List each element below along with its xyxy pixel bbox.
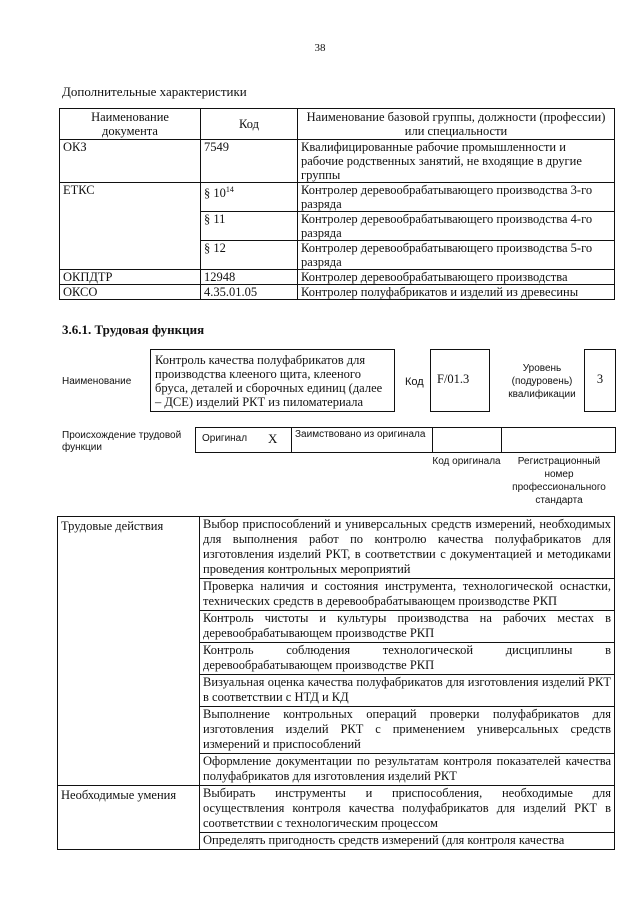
item-cell: Проверка наличия и состояния инструмента, технологической оснастки, технических средств в деревообрабатывающем производстве РКП (200, 579, 615, 611)
row-name: Квалифицированные рабочие промышленности и рабочие родственных занятий, не входящие в другие группы (298, 140, 615, 183)
header-code: Код (201, 109, 298, 140)
row-code (201, 183, 298, 212)
function-details-rows (58, 517, 615, 850)
origin-code-cell (433, 428, 502, 452)
row-name: Контролер деревообрабатывающего производства 5-го разряда (298, 241, 615, 270)
origin-original-label: Оригинал (202, 433, 248, 444)
category-cell: Необходимые умения (58, 786, 200, 850)
origin-row (195, 427, 616, 453)
row-code-text: 12948 (204, 270, 236, 284)
table-row (58, 517, 615, 579)
table-header-row (60, 109, 615, 140)
section-title: 3.6.1. Трудовая функция (62, 322, 205, 337)
row-name: Контролер деревообрабатывающего производства 4-го разряда (298, 212, 615, 241)
table-row (58, 786, 615, 833)
additional-title: Дополнительные характеристики (62, 84, 247, 99)
characteristics-table (59, 108, 615, 300)
item-cell: Контроль соблюдения технологической дисциплины в деревообрабатывающем производстве РКП (200, 643, 615, 675)
row-code (201, 285, 298, 300)
row-code-text: § 11 (204, 212, 226, 226)
row-code (201, 241, 298, 270)
page-number: 38 (314, 42, 326, 54)
item-cell: Выполнение контрольных операций проверки полуфабрикатов для изготовления изделий РКТ с применением универсальных средств измерений и приспособлений (200, 707, 615, 754)
item-cell: Контроль чистоты и культуры производства на рабочих местах в деревообрабатывающем производстве РКП (200, 611, 615, 643)
table-row (60, 140, 615, 183)
row-code-text: 4.35.01.05 (204, 285, 258, 299)
origin-original-mark: X (268, 431, 278, 446)
table-row (60, 285, 615, 300)
row-document: ОКЗ (60, 140, 201, 183)
function-level-label: Уровень (подуровень) квалификации (508, 363, 576, 400)
item-cell: Выбирать инструменты и приспособления, необходимые для осуществления контроля качества полуфабрикатов для изделий РКТ в соответствии с технологическим процессом (200, 786, 615, 833)
table-row (60, 270, 615, 285)
origin-reg-caption: Регистрационный номер профессионального стандарта (512, 456, 606, 506)
row-code-text: § 12 (204, 241, 226, 255)
item-cell: Оформление документации по результатам контроля показателей качества полуфабрикатов для изготовления изделий РКТ (200, 754, 615, 786)
row-document: ОКСО (60, 285, 201, 300)
item-cell: Выбор приспособлений и универсальных средств измерений, необходимых для выполнения работ по контролю качества полуфабрикатов для изготовления изделий РКТ, в соответствии с документацией и методиками проведения контрольных мероприятий (200, 517, 615, 579)
table-row (60, 183, 615, 212)
row-name: Контролер деревообрабатывающего производства (298, 270, 615, 285)
origin-code-caption: Код оригинала (432, 456, 501, 467)
function-name-box: Контроль качества полуфабрикатов для производства клееного щита, клееного бруса, деталей и сборочных единиц (далее – ДСЕ) изделий РКТ из пиломатериала (150, 349, 395, 412)
function-details-table (57, 516, 615, 850)
header-name: Наименование базовой группы, должности (профессии) или специальности (298, 109, 615, 140)
origin-reg-cell (502, 428, 615, 452)
function-level-box: 3 (584, 349, 616, 412)
row-code (201, 212, 298, 241)
function-code-label: Код (405, 376, 424, 388)
row-code-footnote: 14 (225, 185, 234, 194)
row-document: ОКПДТР (60, 270, 201, 285)
row-code-text: 7549 (204, 140, 229, 154)
row-name: Контролер деревообрабатывающего производства 3-го разряда (298, 183, 615, 212)
row-name: Контролер полуфабрикатов и изделий из древесины (298, 285, 615, 300)
origin-original-cell (196, 428, 292, 452)
row-document: ЕТКС (60, 183, 201, 270)
row-code (201, 270, 298, 285)
function-code-box: F/01.3 (430, 349, 490, 412)
origin-label: Происхождение трудовой функции (62, 430, 182, 453)
row-code (201, 140, 298, 183)
row-code-text: § 10 (204, 186, 226, 201)
characteristics-rows (60, 140, 615, 300)
function-name-label: Наименование (62, 376, 132, 387)
item-cell: Определять пригодность средств измерений (для контроля качества (200, 833, 615, 850)
item-cell: Визуальная оценка качества полуфабрикатов для изготовления изделий РКТ в соответствии с НТД и КД (200, 675, 615, 707)
origin-borrowed-cell: Заимствовано из оригинала (292, 428, 433, 452)
header-document: Наименование документа (60, 109, 201, 140)
category-cell: Трудовые действия (58, 517, 200, 786)
